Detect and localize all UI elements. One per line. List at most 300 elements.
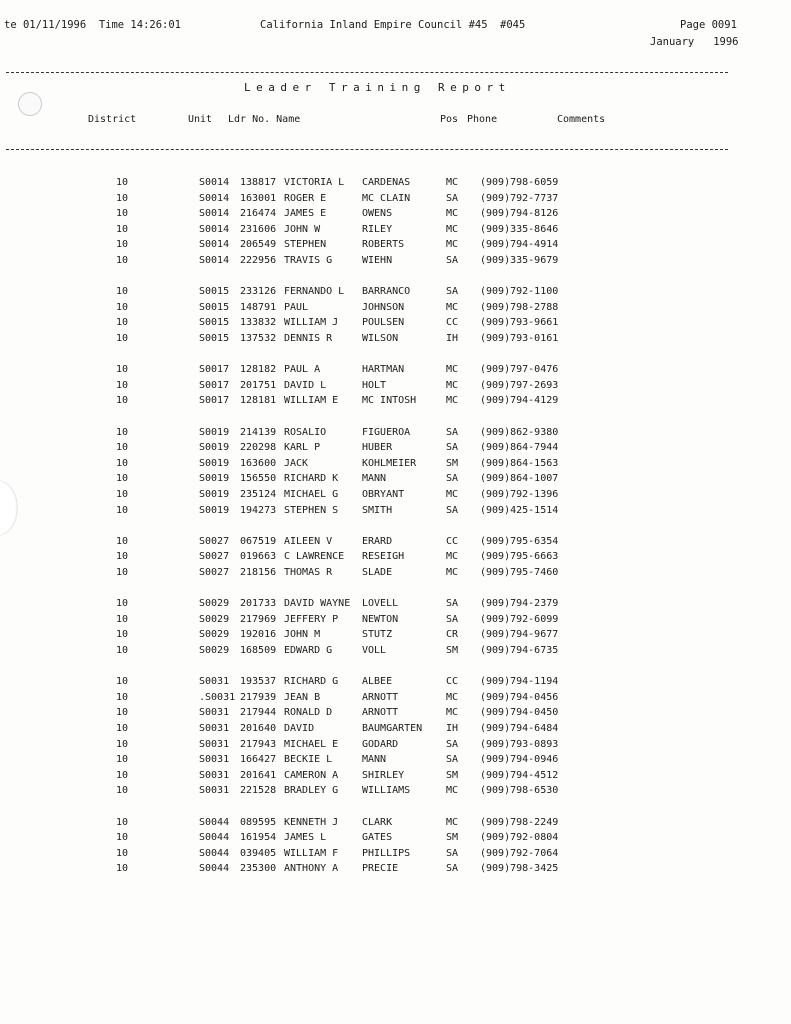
phone-cell: (909)795-6354 [480,535,559,547]
last-name-cell: GODARD [362,738,399,750]
table-row [0,177,791,189]
leader-number-cell: 133832 [240,317,277,329]
phone-cell: (909)798-6059 [480,177,559,188]
unit-cell: S0017 [199,395,230,407]
position-cell: MC [446,691,459,703]
first-name-cell: RICHARD K [284,473,339,485]
district-cell: 10 [116,613,129,625]
leader-number-cell: 161954 [240,832,277,844]
position-cell: SM [446,769,459,781]
col-phone: Phone [467,114,498,125]
district-cell: 10 [116,473,129,485]
unit-cell: S0044 [199,832,230,844]
last-name-cell: OWENS [362,208,393,220]
phone-cell: (909)792-1100 [480,286,559,298]
district-cell: 10 [116,239,129,251]
leader-number-cell: 233126 [240,286,277,298]
position-cell: SA [446,613,459,625]
last-name-cell: WIEHN [362,255,393,266]
unit-cell: S0031 [199,676,230,688]
first-name-cell: RICHARD G [284,676,339,688]
leader-number-cell: 201733 [240,598,277,610]
leader-number-cell: 222956 [240,255,277,266]
first-name-cell: MICHAEL E [284,738,339,750]
district-cell: 10 [116,723,129,734]
position-cell: IH [446,333,459,344]
position-cell: SA [446,598,459,610]
last-name-cell: MANN [362,473,387,485]
phone-cell: (909)798-2788 [480,301,559,313]
first-name-cell: C LAWRENCE [284,551,345,563]
phone-cell: (909)425-1514 [480,504,559,516]
district-cell: 10 [116,208,129,220]
last-name-cell: ARNOTT [362,691,399,703]
table-row [0,754,791,766]
unit-cell: S0031 [199,754,230,766]
position-cell: CC [446,535,459,547]
district-cell: 10 [116,317,129,329]
district-cell: 10 [116,192,129,204]
phone-cell: (909)792-7737 [480,192,559,204]
position-cell: SA [446,847,459,859]
position-cell: MC [446,177,459,188]
district-cell: 10 [116,395,129,407]
leader-number-cell: 201641 [240,769,277,781]
leader-number-cell: 163600 [240,457,277,469]
leader-number-cell: 217943 [240,738,277,750]
leader-number-cell: 217939 [240,691,277,703]
unit-cell: S0027 [199,567,230,578]
leader-number-cell: 138817 [240,177,277,188]
position-cell: MC [446,301,459,313]
phone-cell: (909)794-1194 [480,676,559,688]
district-cell: 10 [116,598,129,610]
leader-number-cell: 019663 [240,551,277,563]
last-name-cell: POULSEN [362,317,405,329]
leader-number-cell: 216474 [240,208,277,220]
table-row [0,333,791,345]
first-name-cell: DAVID WAYNE [284,598,351,610]
unit-cell: S0027 [199,551,230,563]
phone-cell: (909)795-6663 [480,551,559,563]
table-row [0,489,791,501]
last-name-cell: SHIRLEY [362,769,405,781]
table-row [0,255,791,267]
table-row [0,629,791,641]
table-row [0,817,791,829]
first-name-cell: BRADLEY G [284,785,339,797]
leader-number-cell: 235124 [240,489,277,500]
last-name-cell: LOVELL [362,598,399,610]
unit-cell: S0017 [199,379,230,391]
phone-cell: (909)792-7064 [480,847,559,859]
table-row [0,395,791,407]
table-row [0,473,791,485]
unit-cell: S0029 [199,598,230,610]
table-row [0,692,791,704]
phone-cell: (909)794-2379 [480,598,559,610]
table-row [0,848,791,860]
district-cell: 10 [116,754,129,766]
phone-cell: (909)794-4512 [480,769,559,781]
leader-number-cell: 163001 [240,192,277,204]
leader-number-cell: 193537 [240,676,277,688]
position-cell: MC [446,379,459,391]
leader-number-cell: 214139 [240,426,277,438]
run-date-time: te 01/11/1996 Time 14:26:01 [4,19,182,31]
position-cell: SA [446,255,459,266]
position-cell: SM [446,832,459,844]
leader-number-cell: 218156 [240,567,277,578]
last-name-cell: ROBERTS [362,239,405,251]
unit-cell: S0044 [199,847,230,859]
last-name-cell: CARDENAS [362,177,411,188]
phone-cell: (909)864-7944 [480,442,559,454]
last-name-cell: PHILLIPS [362,847,411,859]
last-name-cell: MC CLAIN [362,192,411,204]
last-name-cell: HUBER [362,442,393,454]
last-name-cell: WILLIAMS [362,785,411,797]
district-cell: 10 [116,364,129,376]
first-name-cell: KENNETH J [284,816,339,828]
table-row [0,598,791,610]
position-cell: MC [446,223,459,235]
page-number: Page 0091 [680,19,737,31]
position-cell: SA [446,286,459,298]
district-cell: 10 [116,645,129,656]
unit-cell: S0019 [199,489,230,500]
last-name-cell: SMITH [362,504,393,516]
position-cell: MC [446,364,459,376]
table-row [0,832,791,844]
first-name-cell: CAMERON A [284,769,339,781]
table-row [0,645,791,657]
phone-cell: (909)797-2693 [480,379,559,391]
unit-cell: S0015 [199,286,230,298]
position-cell: SA [446,754,459,766]
phone-cell: (909)794-0456 [480,691,559,703]
last-name-cell: RESEIGH [362,551,405,563]
first-name-cell: TRAVIS G [284,255,333,266]
position-cell: SA [446,738,459,750]
district-cell: 10 [116,769,129,781]
unit-cell: S0014 [199,208,230,220]
first-name-cell: DENNIS R [284,333,333,344]
leader-number-cell: 220298 [240,442,277,454]
first-name-cell: EDWARD G [284,645,333,656]
first-name-cell: JEFFERY P [284,613,339,625]
table-row [0,770,791,782]
leader-number-cell: 231606 [240,223,277,235]
position-cell: CR [446,629,459,641]
unit-cell: S0029 [199,629,230,641]
leader-number-cell: 194273 [240,504,277,516]
col-pos: Pos [440,114,459,125]
phone-cell: (909)794-4914 [480,239,559,251]
first-name-cell: BECKIE L [284,754,333,766]
table-row [0,551,791,563]
last-name-cell: JOHNSON [362,301,405,313]
phone-cell: (909)798-6530 [480,785,559,797]
phone-cell: (909)793-9661 [480,317,559,329]
leader-number-cell: 201640 [240,723,277,734]
position-cell: IH [446,723,459,734]
last-name-cell: BARRANCO [362,286,411,298]
unit-cell: S0017 [199,364,230,376]
last-name-cell: MC INTOSH [362,395,417,407]
district-cell: 10 [116,457,129,469]
last-name-cell: ERARD [362,535,393,547]
unit-cell: S0019 [199,504,230,516]
col-unit: Unit [188,114,213,125]
phone-cell: (909)862-9380 [480,426,559,438]
position-cell: SA [446,504,459,516]
district-cell: 10 [116,426,129,438]
position-cell: SM [446,645,459,656]
unit-cell: S0031 [199,738,230,750]
leader-number-cell: 221528 [240,785,277,797]
unit-cell: S0014 [199,223,230,235]
col-district: District [88,114,137,125]
last-name-cell: HARTMAN [362,364,405,376]
first-name-cell: PAUL A [284,364,321,376]
district-cell: 10 [116,379,129,391]
table-row [0,317,791,329]
phone-cell: (909)335-9679 [480,255,559,266]
phone-cell: (909)864-1007 [480,473,559,485]
table-row [0,239,791,251]
first-name-cell: JOHN M [284,629,321,641]
unit-cell: .S0031 [199,691,236,703]
first-name-cell: WILLIAM E [284,395,339,407]
last-name-cell: HOLT [362,379,387,391]
unit-cell: S0029 [199,613,230,625]
first-name-cell: DAVID [284,723,315,734]
unit-cell: S0014 [199,239,230,251]
first-name-cell: WILLIAM J [284,317,339,329]
position-cell: SA [446,442,459,454]
position-cell: CC [446,676,459,688]
unit-cell: S0019 [199,442,230,454]
phone-cell: (909)794-9677 [480,629,559,641]
last-name-cell: FIGUEROA [362,426,411,438]
unit-cell: S0014 [199,192,230,204]
last-name-cell: PRECIE [362,863,399,875]
council-name: California Inland Empire Council #45 [260,19,488,31]
district-cell: 10 [116,785,129,797]
phone-cell: (909)794-0450 [480,707,559,719]
last-name-cell: BAUMGARTEN [362,723,423,734]
unit-cell: S0031 [199,723,230,734]
position-cell: SA [446,192,459,204]
district-cell: 10 [116,333,129,344]
last-name-cell: NEWTON [362,613,399,625]
last-name-cell: VOLL [362,645,387,656]
unit-cell: S0027 [199,535,230,547]
position-cell: MC [446,239,459,251]
district-cell: 10 [116,255,129,266]
position-cell: MC [446,785,459,797]
unit-cell: S0044 [199,863,230,875]
report-month: January 1996 [650,36,739,48]
district-cell: 10 [116,551,129,563]
first-name-cell: STEPHEN S [284,504,339,516]
leader-number-cell: 089595 [240,816,277,828]
last-name-cell: GATES [362,832,393,844]
first-name-cell: KARL P [284,442,321,454]
phone-cell: (909)795-7460 [480,567,559,578]
first-name-cell: AILEEN V [284,535,333,547]
council-code: #045 [500,19,526,31]
first-name-cell: JAMES L [284,832,327,844]
last-name-cell: ARNOTT [362,707,399,719]
district-cell: 10 [116,442,129,454]
first-name-cell: STEPHEN [284,239,327,251]
position-cell: MC [446,567,459,578]
phone-cell: (909)797-0476 [480,364,559,376]
position-cell: SM [446,457,459,469]
district-cell: 10 [116,863,129,875]
unit-cell: S0019 [199,457,230,469]
district-cell: 10 [116,832,129,844]
phone-cell: (909)793-0161 [480,333,559,344]
table-row [0,193,791,205]
phone-cell: (909)794-6735 [480,645,559,656]
leader-number-cell: 137532 [240,333,277,344]
unit-cell: S0015 [199,301,230,313]
first-name-cell: JOHN W [284,223,321,235]
phone-cell: (909)798-2249 [480,816,559,828]
phone-cell: (909)794-8126 [480,208,559,220]
unit-cell: S0015 [199,333,230,344]
table-row [0,442,791,454]
last-name-cell: OBRYANT [362,489,405,500]
district-cell: 10 [116,707,129,719]
first-name-cell: FERNANDO L [284,286,345,298]
table-row [0,505,791,517]
leader-number-cell: 128182 [240,364,277,376]
district-cell: 10 [116,847,129,859]
phone-cell: (909)792-0804 [480,832,559,844]
phone-cell: (909)864-1563 [480,457,559,469]
unit-cell: S0019 [199,473,230,485]
first-name-cell: ROSALIO [284,426,327,438]
unit-cell: S0019 [199,426,230,438]
phone-cell: (909)792-1396 [480,489,559,500]
district-cell: 10 [116,676,129,688]
table-row [0,458,791,470]
table-row [0,707,791,719]
unit-cell: S0029 [199,645,230,656]
position-cell: SA [446,473,459,485]
position-cell: MC [446,395,459,407]
unit-cell: S0031 [199,707,230,719]
leader-number-cell: 192016 [240,629,277,641]
first-name-cell: PAUL [284,301,309,313]
district-cell: 10 [116,286,129,298]
first-name-cell: ANTHONY A [284,863,339,875]
position-cell: MC [446,208,459,220]
unit-cell: S0031 [199,769,230,781]
table-row [0,286,791,298]
district-cell: 10 [116,567,129,578]
col-ldr-no-name: Ldr No. Name [228,114,301,125]
leader-number-cell: 156550 [240,473,277,485]
last-name-cell: MANN [362,754,387,766]
district-cell: 10 [116,223,129,235]
last-name-cell: CLARK [362,816,393,828]
table-row [0,380,791,392]
first-name-cell: DAVID L [284,379,327,391]
unit-cell: S0014 [199,177,230,188]
col-comments: Comments [557,114,606,125]
district-cell: 10 [116,691,129,703]
first-name-cell: JACK [284,457,309,469]
table-row [0,785,791,797]
first-name-cell: THOMAS R [284,567,333,578]
table-row [0,208,791,220]
district-cell: 10 [116,177,129,188]
phone-cell: (909)793-0893 [480,738,559,750]
position-cell: CC [446,317,459,329]
phone-cell: (909)794-0946 [480,754,559,766]
leader-number-cell: 217944 [240,707,277,719]
last-name-cell: KOHLMEIER [362,457,417,469]
first-name-cell: MICHAEL G [284,489,339,500]
leader-number-cell: 235300 [240,863,277,875]
district-cell: 10 [116,816,129,828]
unit-cell: S0031 [199,785,230,797]
leader-number-cell: 148791 [240,301,277,313]
district-cell: 10 [116,489,129,500]
phone-cell: (909)794-6484 [480,723,559,734]
last-name-cell: ALBEE [362,676,393,688]
unit-cell: S0014 [199,255,230,266]
position-cell: MC [446,489,459,500]
position-cell: MC [446,551,459,563]
first-name-cell: JEAN B [284,691,321,703]
phone-cell: (909)792-6099 [480,613,559,625]
phone-cell: (909)798-3425 [480,863,559,875]
table-row [0,614,791,626]
leader-number-cell: 039405 [240,847,277,859]
last-name-cell: RILEY [362,223,393,235]
first-name-cell: VICTORIA L [284,177,345,188]
leader-number-cell: 201751 [240,379,277,391]
district-cell: 10 [116,535,129,547]
leader-number-cell: 206549 [240,239,277,251]
first-name-cell: RONALD D [284,707,333,719]
table-row [0,427,791,439]
table-row [0,739,791,751]
table-row [0,364,791,376]
position-cell: MC [446,707,459,719]
leader-number-cell: 217969 [240,613,277,625]
first-name-cell: WILLIAM F [284,847,339,859]
phone-cell: (909)335-8646 [480,223,559,235]
position-cell: SA [446,426,459,438]
table-row [0,676,791,688]
district-cell: 10 [116,738,129,750]
unit-cell: S0044 [199,816,230,828]
last-name-cell: STUTZ [362,629,393,641]
leader-number-cell: 168509 [240,645,277,656]
position-cell: SA [446,863,459,875]
table-row [0,302,791,314]
leader-number-cell: 067519 [240,535,277,547]
table-row [0,723,791,735]
leader-number-cell: 166427 [240,754,277,766]
